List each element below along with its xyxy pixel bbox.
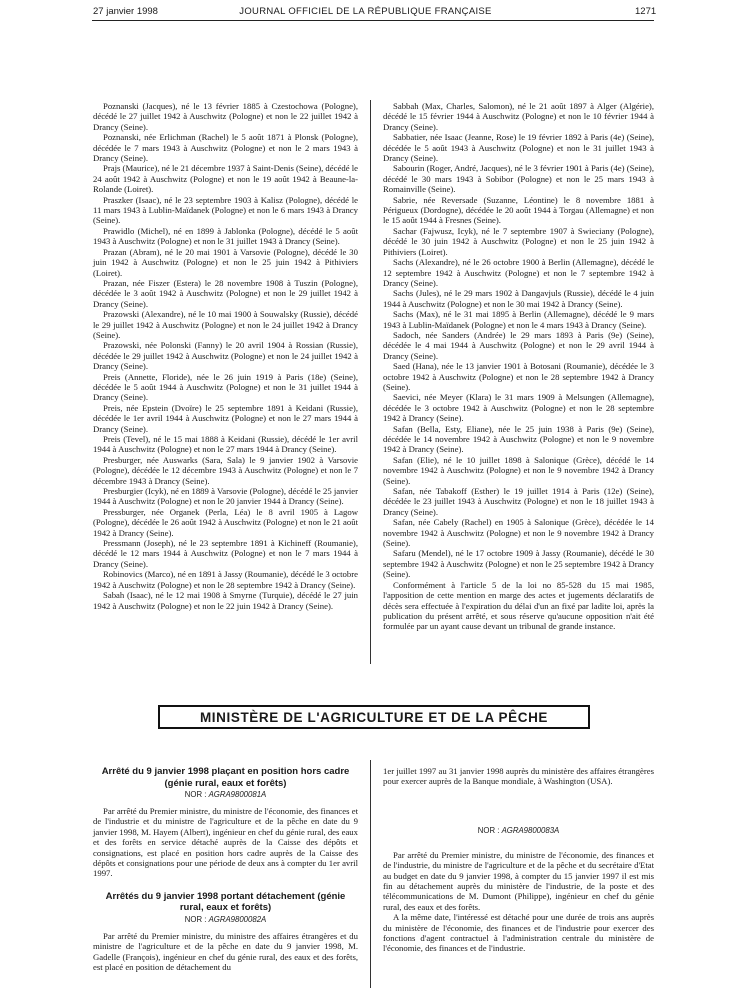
page-header <box>0 0 731 20</box>
list-item: Sabbatier, née Isaac (Jeanne, Rose) le 19 février 1892 à Paris (4e) (Seine), décédée le 5 août 1943 à Auschwitz (Pologne) et non le 31 juillet 1943 à Drancy (Seine). <box>383 132 654 164</box>
column-bottom-left <box>93 766 358 972</box>
list-item: Presburger, née Auswarks (Sara, Sala) le 9 janvier 1902 à Varsovie (Pologne), décédée le 12 décembre 1943 à Auschwitz (Pologne) et non le 7 décembre 1943 à Drancy (Seine). <box>93 454 358 486</box>
nor-label: NOR : <box>184 914 209 924</box>
arrete-body: Par arrêté du Premier ministre, du ministre des affaires étrangères et du ministre de l'agriculture et de la pêche en date du 9 janvier 1998, M. Gadelle (François), ingénieur en chef du génie rural, des eaux et des forêts, est placé en position de détachement du <box>93 930 358 973</box>
list-item: Sachs (Jules), né le 29 mars 1902 à Dangavjuls (Russie), décédé le 4 juin 1944 à Auschwitz (Pologne) et non le 30 mai 1942 à Drancy (Seine). <box>383 288 654 309</box>
list-item: Prazan (Abram), né le 20 mai 1901 à Varsovie (Pologne), décédé le 30 juin 1942 à Auschwitz (Pologne) et non le 25 juin 1942 à Pithiviers (Loiret). <box>93 246 358 278</box>
list-item: Prajs (Maurice), né le 21 décembre 1937 à Saint-Denis (Seine), décédé le 24 août 1942 à Auschwitz (Pologne) et non le 19 août 1942 à Beaune-la-Rolande (Loiret). <box>93 163 358 195</box>
nor-reference <box>383 826 654 836</box>
list-item: Robinovics (Marco), né en 1891 à Jassy (Roumanie), décédé le 3 octobre 1942 à Auschwitz (Pologne) et non le 28 septembre 1942 à Drancy (Seine). <box>93 569 358 590</box>
list-item: Safan (Elie), né le 10 juillet 1898 à Salonique (Grèce), décédé le 14 novembre 1942 à Auschwitz (Pologne) et non le 9 novembre 1942 à Drancy (Seine). <box>383 454 654 486</box>
nor-label: NOR : <box>184 790 209 799</box>
nor-code: AGRA9800083A <box>501 825 560 835</box>
list-item: Praszker (Isaac), né le 23 septembre 1903 à Kalisz (Pologne), décédé le 11 mars 1943 à Lublin-Maïdanek (Pologne) et non le 6 mars 1943 à Drancy (Seine). <box>93 194 358 226</box>
list-item: Poznanski, née Erlichman (Rachel) le 5 août 1871 à Plonsk (Pologne), décédée le 7 mars 1943 à Auschwitz (Pologne) et non le 2 mars 1943 à Drancy (Seine). <box>93 132 358 164</box>
list-item: Sachs (Alexandre), né le 26 octobre 1900 à Berlin (Allemagne), décédé le 12 septembre 1942 à Auschwitz (Pologne) et non le 7 septembre 1942 à Drancy (Seine). <box>383 257 654 288</box>
closing-paragraph: Conformément à l'article 5 de la loi no 85-528 du 15 mai 1985, l'apposition de cette mention en marge des actes et jugements déclaratifs de décès sera effectuée à l'expiration du délai d'un an fixé par ladite loi, après la publication du présent arrêté, et sous réserve qu'aucune opposition n'ait été formulée par un ayant cause devant un tribunal de grande instance. <box>383 579 654 632</box>
column-divider <box>370 760 371 988</box>
list-item: Prawidlo (Michel), né en 1899 à Jablonka (Pologne), décédé le 5 août 1943 à Auschwitz (Pologne) et non le 31 juillet 1943 à Drancy (Seine). <box>93 225 358 247</box>
list-item: Sachar (Fajwusz, Icyk), né le 7 septembre 1907 à Swieciany (Pologne), décédé le 30 juin 1942 à Auschwitz (Pologne) et non le 25 juin 1942 à Pithiviers (Loiret). <box>383 225 654 257</box>
nor-reference <box>93 790 358 800</box>
nor-code: AGRA9800082A <box>208 914 267 924</box>
list-item: Safan, née Tabakoff (Esther) le 19 juillet 1914 à Paris (12e) (Seine), décédée le 23 juillet 1943 à Auschwitz (Pologne) et non le 18 juillet 1943 à Drancy (Seine). <box>383 486 654 517</box>
list-item: Sabourin (Roger, André, Jacques), né le 3 février 1901 à Paris (4e) (Seine), décédé le 30 mars 1943 à Sobibor (Pologne) et non le 25 mars 1943 à Romainville (Seine). <box>383 163 654 195</box>
list-item: Saed (Hana), née le 13 janvier 1901 à Botosani (Roumanie), décédée le 3 octobre 1942 à Auschwitz (Pologne) et non le 28 septembre 1942 à Drancy (Seine). <box>383 361 654 392</box>
list-item: Safan, née Cabely (Rachel) en 1905 à Salonique (Grèce), décédée le 14 novembre 1942 à Auschwitz (Pologne) et non le 9 novembre 1942 à Drancy (Seine). <box>383 517 654 549</box>
arrete-body: A la même date, l'intéressé est détaché pour une durée de trois ans auprès du ministère de l'économie, des finances et de l'industrie pour exercer des fonctions d'agent contractuel à l'administration centrale du ministère de l'économie, des finances et de l'industrie. <box>383 912 654 954</box>
header-date: 27 janvier 1998 <box>93 6 158 17</box>
list-item: Preis (Annette, Floride), née le 26 juin 1919 à Paris (18e) (Seine), décédée le 5 août 1944 à Auschwitz (Pologne) et non le 31 juillet 1944 à Drancy (Seine). <box>93 371 358 403</box>
list-item: Sabbah (Max, Charles, Salomon), né le 21 août 1897 à Alger (Algérie), décédé le 15 février 1944 à Auschwitz (Pologne) et non le 10 février 1944 à Drancy (Seine). <box>383 101 654 132</box>
list-item: Prazowski, née Polonski (Fanny) le 20 avril 1904 à Rossian (Russie), décédée le 29 juillet 1942 à Auschwitz (Pologne) et non le 24 juillet 1942 à Drancy (Seine). <box>93 340 358 372</box>
list-item: Poznanski (Jacques), né le 13 février 1885 à Czestochowa (Pologne), décédé le 27 juillet 1942 à Auschwitz (Pologne) et non le 22 juillet 1942 à Drancy (Seine). <box>93 101 358 132</box>
list-item: Safan (Bella, Esty, Eliane), née le 25 juin 1938 à Paris (9e) (Seine), décédée le 14 novembre 1942 à Auschwitz (Pologne) et non le 9 novembre 1942 à Drancy (Seine). <box>383 423 654 455</box>
list-item: Preis, née Epstein (Dvoïre) le 25 septembre 1891 à Keidani (Russie), décédée le 1er avril 1944 à Auschwitz (Pologne) et non le 27 mars 1944 à Drancy (Seine). <box>93 402 358 434</box>
arrete-title: Arrêtés du 9 janvier 1998 portant détachement (génie rural, eaux et forêts) <box>105 890 346 914</box>
column-right <box>383 101 654 632</box>
list-item: Sadoch, née Sanders (Andrée) le 29 mars 1893 à Paris (9e) (Seine), décédée le 4 mai 1944 à Auschwitz (Pologne) et non le 29 avril 1944 à Drancy (Seine). <box>383 329 654 361</box>
header-title: JOURNAL OFFICIEL DE LA RÉPUBLIQUE FRANÇAISE <box>239 6 492 17</box>
list-item: Pressmann (Joseph), né le 23 septembre 1891 à Kichineff (Roumanie), décédé le 12 mars 1944 à Auschwitz (Pologne) et non le 7 mars 1944 à Drancy (Seine). <box>93 538 358 569</box>
list-item: Pressburger, née Organek (Perla, Léa) le 8 avril 1905 à Lagow (Pologne), décédée le 26 août 1942 à Auschwitz (Pologne) et non le 21 août 1942 à Drancy (Seine). <box>93 506 358 538</box>
list-item: Sachs (Max), né le 31 mai 1895 à Berlin (Allemagne), décédé le 9 mars 1943 à Lublin-Maïdanek (Pologne) et non le 4 mars 1943 à Drancy (Seine). <box>383 309 654 330</box>
nor-label: NOR : <box>477 825 502 835</box>
column-bottom-right <box>383 766 654 954</box>
list-item: Prazowski (Alexandre), né le 10 mai 1900 à Souwalsky (Russie), décédé le 29 juillet 1942 à Auschwitz (Pologne) et non le 24 juillet 1942 à Drancy (Seine). <box>93 309 358 340</box>
arrete-body: Par arrêté du Premier ministre, du ministre de l'économie, des finances et de l'industrie, du ministre de l'agriculture et de la pêche et du secrétaire d'Etat au budget en date du 9 janvier 1998, à compter du 15 janvier 1997 il est mis fin au détachement auprès du ministère de l'industrie, de la poste et des télécommunications de M. Dumont (Philippe), ingénieur en chef du génie rural, des eaux et des forêts. <box>383 849 654 912</box>
list-item: Saevici, née Meyer (Klara) le 31 mars 1909 à Melsungen (Allemagne), décédée le 3 octobre 1942 à Auschwitz (Pologne) et non le 28 septembre 1942 à Drancy (Seine). <box>383 392 654 424</box>
list-item: Prazan, née Fiszer (Estera) le 28 novembre 1908 à Tuszin (Pologne), décédée le 3 août 1942 à Auschwitz (Pologne) et non le 29 juillet 1942 à Drancy (Seine). <box>93 277 358 309</box>
arrete-body: Par arrêté du Premier ministre, du ministre de l'économie, des finances et de l'industrie et du ministre de l'agriculture et de la pêche en date du 9 janvier 1998, M. Hayem (Albert), ingénieur en chef du génie rural, des eaux et des forêts en service détaché auprès de la Caisse des dépôts et consignations, est placé en position hors cadre auprès de la Caisse des dépôts et consignations pour une période de deux ans à compter du 1er avril 1997. <box>93 806 358 879</box>
list-item: Sabrie, née Reversade (Suzanne, Léontine) le 8 novembre 1881 à Périgueux (Dordogne), décédée le 20 août 1944 à Torgau (Allemagne) et non le 15 août 1944 à Fresnes (Seine). <box>383 194 654 226</box>
arrete-body-continued: 1er juillet 1997 au 31 janvier 1998 auprès du ministère des affaires étrangères pour exercer auprès de la Banque mondiale, à Washington (USA). <box>383 766 654 787</box>
nor-code: AGRA9800081A <box>208 790 267 799</box>
list-item: Safaru (Mendel), né le 17 octobre 1909 à Jassy (Roumanie), décédé le 30 septembre 1942 à Auschwitz (Pologne) et non le 25 septembre 1942 à Drancy (Seine). <box>383 548 654 580</box>
column-divider <box>370 100 371 664</box>
header-rule <box>92 20 654 21</box>
column-left <box>93 101 358 611</box>
section-banner: MINISTÈRE DE L'AGRICULTURE ET DE LA PÊCHE <box>158 705 590 729</box>
page-number: 1271 <box>635 6 657 17</box>
list-item: Sabah (Isaac), né le 12 mai 1908 à Smyrne (Turquie), décédé le 27 juin 1942 à Auschwitz (Pologne) et non le 22 juin 1942 à Drancy (Seine). <box>93 590 358 611</box>
list-item: Presburgier (Icyk), né en 1889 à Varsovie (Pologne), décédé le 25 janvier 1944 à Auschwitz (Pologne) et non le 20 janvier 1944 à Drancy (Seine). <box>93 486 358 507</box>
arrete-title: Arrêté du 9 janvier 1998 plaçant en position hors cadre (génie rural, eaux et forêts) <box>101 766 350 789</box>
list-item: Preis (Tevel), né le 15 mai 1888 à Keidani (Russie), décédé le 1er avril 1944 à Auschwitz (Pologne) et non le 27 mars 1944 à Drancy (Seine). <box>93 434 358 455</box>
nor-reference <box>93 915 358 925</box>
